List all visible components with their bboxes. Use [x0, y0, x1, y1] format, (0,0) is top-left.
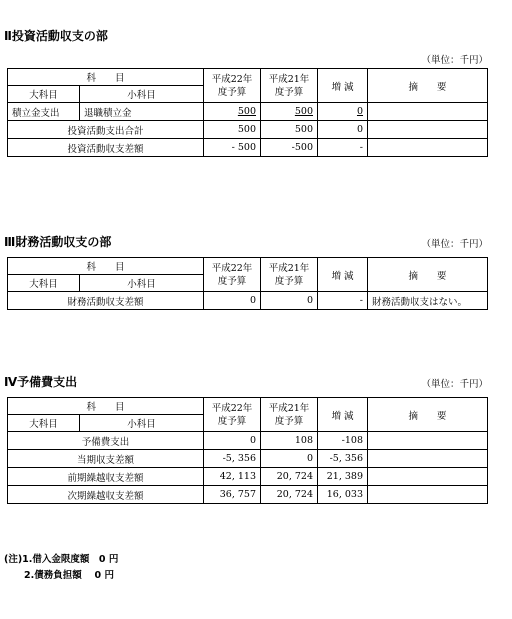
table-row	[8, 139, 488, 157]
header-h21: 平成21年 度予算	[261, 398, 318, 432]
cell-h21: 0	[261, 450, 318, 468]
header-tekiyou: 摘 要	[368, 69, 488, 103]
cell-note	[368, 486, 488, 504]
header-row	[8, 69, 488, 86]
section-title-reserve: Ⅳ予備費支出	[4, 375, 78, 389]
cell-h21: 20, 724	[261, 468, 318, 486]
unit-label: （単位：千円）	[421, 379, 488, 390]
cell-note	[368, 139, 488, 157]
header-daikamoku: 大科目	[8, 275, 80, 292]
financing-table	[7, 257, 488, 310]
cell-h22: 42, 113	[204, 468, 261, 486]
cell-label: 当期収支差額	[8, 450, 204, 468]
header-kamoku: 科 目	[8, 258, 204, 275]
cell-label: 投資活動支出合計	[8, 121, 204, 139]
header-tekiyou: 摘 要	[368, 258, 488, 292]
cell-diff: -	[318, 292, 368, 310]
footnotes	[4, 552, 118, 584]
cell-diff: 0	[318, 121, 368, 139]
header-zougen: 増 減	[318, 69, 368, 103]
cell-h21: -500	[261, 139, 318, 157]
header-h22: 平成22年 度予算	[204, 258, 261, 292]
cell-h22: 500	[204, 121, 261, 139]
header-kamoku: 科 目	[8, 69, 204, 86]
header-shokamoku: 小科目	[80, 86, 204, 103]
cell-label: 財務活動収支差額	[8, 292, 204, 310]
header-daikamoku: 大科目	[8, 415, 80, 432]
cell-note	[368, 103, 488, 121]
cell-label: 前期繰越収支差額	[8, 468, 204, 486]
cell-note	[368, 468, 488, 486]
header-kamoku: 科 目	[8, 398, 204, 415]
header-row	[8, 258, 488, 275]
cell-note: 財務活動収支はない。	[368, 292, 488, 310]
table-row	[8, 103, 488, 121]
cell-h22: 500	[204, 103, 261, 121]
cell-diff: -108	[318, 432, 368, 450]
table-row	[8, 292, 488, 310]
section-title-investing: Ⅱ投資活動収支の部	[4, 29, 108, 43]
cell-diff: -5, 356	[318, 450, 368, 468]
cell-h21: 108	[261, 432, 318, 450]
cell-label: 投資活動収支差額	[8, 139, 204, 157]
cell-note	[368, 432, 488, 450]
header-h22: 平成22年 度予算	[204, 69, 261, 103]
cell-h21: 0	[261, 292, 318, 310]
unit-label: （単位：千円）	[421, 239, 488, 250]
footnote-borrowing-limit: (注)1.借入金限度額 0 円	[4, 554, 119, 565]
cell-h21: 500	[261, 121, 318, 139]
cell-label: 次期繰越収支差額	[8, 486, 204, 504]
header-row	[8, 398, 488, 415]
footnote-debt-burden: 2.債務負担額 0 円	[24, 570, 114, 581]
header-shokamoku: 小科目	[80, 275, 204, 292]
table-row	[8, 432, 488, 450]
header-daikamoku: 大科目	[8, 86, 80, 103]
cell-diff: -	[318, 139, 368, 157]
header-shokamoku: 小科目	[80, 415, 204, 432]
cell-h22: - 500	[204, 139, 261, 157]
cell-sho: 退職積立金	[80, 103, 204, 121]
header-h21: 平成21年 度予算	[261, 258, 318, 292]
header-zougen: 増 減	[318, 398, 368, 432]
header-tekiyou: 摘 要	[368, 398, 488, 432]
cell-diff: 0	[318, 103, 368, 121]
investing-table	[7, 68, 488, 157]
cell-diff: 16, 033	[318, 486, 368, 504]
section-title-financing: Ⅲ財務活動収支の部	[4, 235, 112, 249]
cell-h21: 500	[261, 103, 318, 121]
header-h21: 平成21年 度予算	[261, 69, 318, 103]
cell-h22: -5, 356	[204, 450, 261, 468]
table-row	[8, 121, 488, 139]
cell-h22: 36, 757	[204, 486, 261, 504]
cell-h22: 0	[204, 292, 261, 310]
table-row	[8, 486, 488, 504]
cell-label: 予備費支出	[8, 432, 204, 450]
header-h22: 平成22年 度予算	[204, 398, 261, 432]
table-row	[8, 450, 488, 468]
table-row	[8, 468, 488, 486]
unit-label: （単位：千円）	[421, 55, 488, 66]
cell-h22: 0	[204, 432, 261, 450]
cell-h21: 20, 724	[261, 486, 318, 504]
cell-note	[368, 450, 488, 468]
reserve-table	[7, 397, 488, 504]
cell-note	[368, 121, 488, 139]
cell-dai: 積立金支出	[8, 103, 80, 121]
cell-diff: 21, 389	[318, 468, 368, 486]
header-zougen: 増 減	[318, 258, 368, 292]
